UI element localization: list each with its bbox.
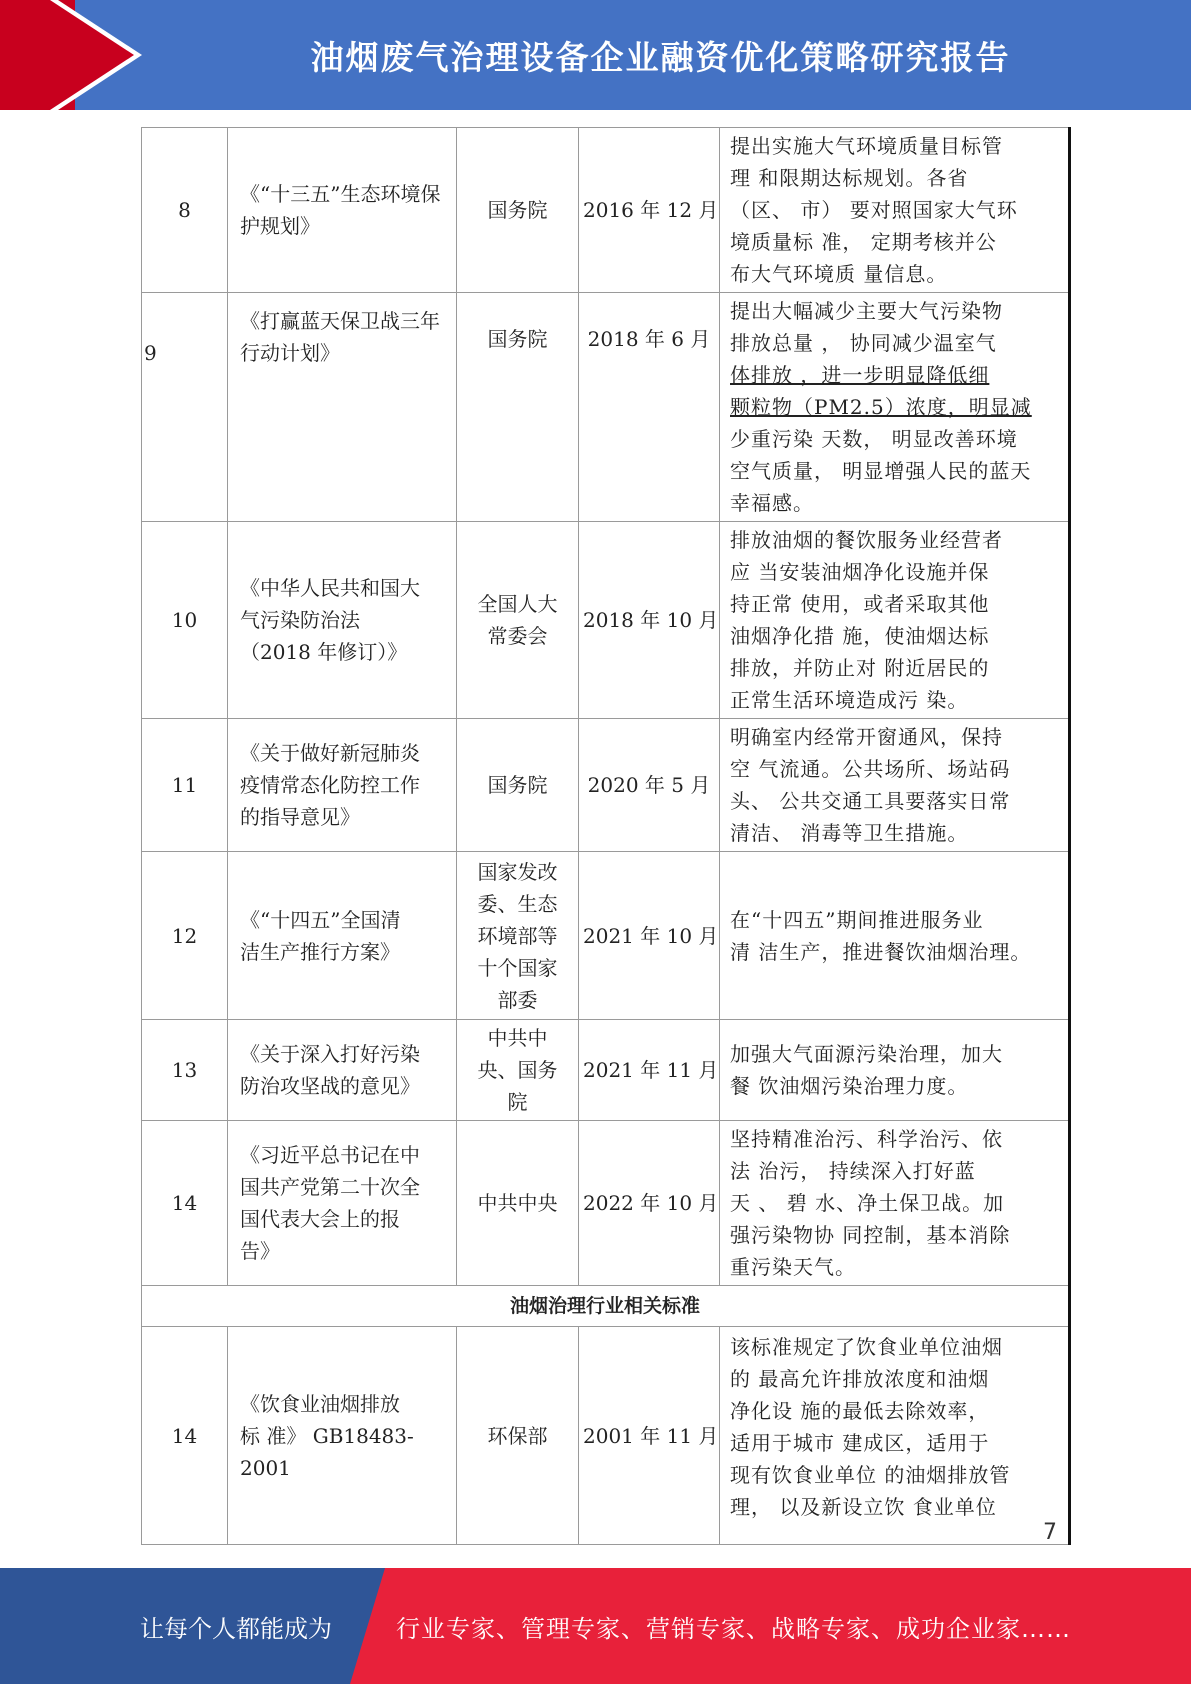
text-line: 法 治污， 持续深入打好蓝 xyxy=(730,1159,976,1183)
text-line: 《“十四五”全国清 xyxy=(240,907,401,932)
issue-date: 2021 年 11 月 xyxy=(579,1020,720,1121)
report-title: 油烟废气治理设备企业融资优化策略研究报告 xyxy=(310,37,1011,77)
row-number: 14 xyxy=(142,1327,228,1545)
text-line: 国共产党第二十次全 xyxy=(240,1175,420,1199)
section-row xyxy=(142,1286,1070,1327)
text-line: 天 、 碧 水、净土保卫战。加 xyxy=(730,1191,1005,1215)
text-line: 央、国务 xyxy=(477,1058,558,1082)
policy-description xyxy=(720,128,1070,293)
row-number: 10 xyxy=(142,522,228,719)
issuer xyxy=(457,1020,579,1121)
table-row xyxy=(142,1327,1070,1545)
issuer: 国务院 xyxy=(457,128,579,293)
page-header xyxy=(0,0,1191,110)
table-row xyxy=(142,522,1070,719)
policy-description xyxy=(720,719,1070,852)
text-line: 十个国家 xyxy=(477,955,558,980)
text-line: 在“十四五”期间推进服务业 xyxy=(730,907,984,932)
text-line: 院 xyxy=(507,1090,528,1114)
issuer xyxy=(457,852,579,1020)
text-line: 油烟净化措 施，使油烟达标 xyxy=(730,624,990,648)
text-line: 净化设 施的最低去除效率， xyxy=(730,1399,990,1423)
text-line: 清 洁生产，推进餐饮油烟治理。 xyxy=(730,939,1032,964)
text-line: 体排放 ，进一步明显降低细 xyxy=(730,363,990,387)
row-number: 14 xyxy=(142,1121,228,1286)
table-row xyxy=(142,1020,1070,1121)
text-line: 少重污染 天数， 明显改善环境 xyxy=(730,427,1018,451)
text-line: 环境部等 xyxy=(477,923,558,948)
text-line: 提出大幅减少主要大气污染物 xyxy=(730,299,1003,323)
text-line: 布大气环境质 量信息。 xyxy=(730,262,948,286)
row-number: 13 xyxy=(142,1020,228,1121)
policy-description xyxy=(720,1121,1070,1286)
text-line: 《关于做好新冠肺炎 xyxy=(240,741,420,765)
text-line: 餐 饮油烟污染治理力度。 xyxy=(730,1074,969,1098)
page-number: 7 xyxy=(1043,1520,1057,1545)
text-line: 中共中 xyxy=(487,1026,548,1050)
text-line: 《关于深入打好污染 xyxy=(240,1042,420,1066)
text-line: 气污染防治法 xyxy=(240,608,360,632)
issue-date: 2018 年 10 月 xyxy=(579,522,720,719)
issuer xyxy=(457,522,579,719)
text-line: 重污染天气。 xyxy=(730,1255,856,1279)
text-line: 适用于城市 建成区，适用于 xyxy=(730,1431,990,1455)
policy-name: 《打赢蓝天保卫战三年行动计划》 xyxy=(228,293,457,522)
text-line: 强污染物协 同控制，基本消除 xyxy=(730,1223,1011,1247)
policy-description xyxy=(720,522,1070,719)
text-line: 全国人大 xyxy=(477,592,558,616)
policy-table xyxy=(141,127,1069,1545)
text-line: 《饮食业油烟排放 xyxy=(240,1391,400,1416)
issue-date: 2022 年 10 月 xyxy=(579,1121,720,1286)
text-line: 国代表大会上的报 xyxy=(240,1207,400,1231)
text-line: 颗粒物（PM2.5）浓度，明显减 xyxy=(730,395,1032,419)
text-line: （2018 年修订）》 xyxy=(240,640,408,664)
footer-slogan-right: 行业专家、管理专家、营销专家、战略专家、成功企业家…… xyxy=(396,1614,1071,1643)
policy-name xyxy=(228,1020,457,1121)
text-line: 标 准》 GB18483-2001 xyxy=(240,1423,414,1480)
table-row xyxy=(142,128,1070,293)
issue-date: 2018 年 6 月 xyxy=(579,293,720,522)
policy-name xyxy=(228,522,457,719)
text-line: 应 当安装油烟净化设施并保 xyxy=(730,560,990,584)
text-line: 正常生活环境造成污 染。 xyxy=(730,688,969,712)
row-number: 9 xyxy=(142,293,228,522)
table-row xyxy=(142,719,1070,852)
text-line: 的 最高允许排放浓度和油烟 xyxy=(730,1367,990,1391)
policy-description xyxy=(720,852,1070,1020)
policy-name: 《“十三五”生态环境保护规划》 xyxy=(228,128,457,293)
text-line: 境质量标 准， 定期考核并公 xyxy=(730,230,997,254)
text-line: （区、 市） 要对照国家大气环 xyxy=(730,198,1018,222)
text-line: 国家发改 xyxy=(477,859,558,884)
policy-name xyxy=(228,719,457,852)
text-line: 幸福感。 xyxy=(730,491,814,515)
text-line: 防治攻坚战的意见》 xyxy=(240,1074,420,1098)
text-line: 持正常 使用，或者采取其他 xyxy=(730,592,990,616)
text-line: 理 和限期达标规划。各省 xyxy=(730,166,969,190)
text-line: 告》 xyxy=(240,1239,280,1263)
issuer: 环保部 xyxy=(457,1327,579,1545)
text-line: 《习近平总书记在中 xyxy=(240,1143,420,1167)
issue-date: 2020 年 5 月 xyxy=(579,719,720,852)
text-line: 理， 以及新设立饮 食业单位 xyxy=(730,1495,997,1519)
text-line: 头、 公共交通工具要落实日常 xyxy=(730,789,1011,813)
text-line: 常委会 xyxy=(487,624,548,648)
text-line: 委、生态 xyxy=(477,891,558,916)
issuer: 国务院 xyxy=(457,719,579,852)
text-line: 现有饮食业单位 的油烟排放管 xyxy=(730,1463,1011,1487)
policy-description xyxy=(720,293,1070,522)
issue-date: 2001 年 11 月 xyxy=(579,1327,720,1545)
issue-date: 2021 年 10 月 xyxy=(579,852,720,1020)
text-line: 《中华人民共和国大 xyxy=(240,576,420,600)
page-footer xyxy=(0,1568,1191,1684)
footer-slogan-left: 让每个人都能成为 xyxy=(140,1614,332,1643)
table-row xyxy=(142,1121,1070,1286)
standard-name xyxy=(228,1327,457,1545)
chevron-arrow-icon xyxy=(0,0,150,110)
text-line: 排放总量 ， 协同减少温室气 xyxy=(730,331,997,355)
row-number: 11 xyxy=(142,719,228,852)
text-line: 加强大气面源污染治理，加大 xyxy=(730,1042,1003,1066)
text-line: 排放油烟的餐饮服务业经营者 xyxy=(730,528,1003,552)
text-line: 该标准规定了饮食业单位油烟 xyxy=(730,1335,1003,1359)
policy-name xyxy=(228,852,457,1020)
text-line: 明确室内经常开窗通风，保持 xyxy=(730,725,1003,749)
text-line: 的指导意见》 xyxy=(240,805,360,829)
table-row xyxy=(142,852,1070,1020)
text-line: 排放，并防止对 附近居民的 xyxy=(730,656,990,680)
issuer: 中共中央 xyxy=(457,1121,579,1286)
policy-description xyxy=(720,1020,1070,1121)
issuer: 国务院 xyxy=(457,293,579,522)
text-line: 空气质量， 明显增强人民的蓝天 xyxy=(730,459,1032,483)
issue-date: 2016 年 12 月 xyxy=(579,128,720,293)
text-line: 提出实施大气环境质量目标管 xyxy=(730,134,1003,158)
row-number: 12 xyxy=(142,852,228,1020)
row-number: 8 xyxy=(142,128,228,293)
policy-name xyxy=(228,1121,457,1286)
text-line: 清洁、 消毒等卫生措施。 xyxy=(730,821,969,845)
text-line: 部委 xyxy=(497,987,538,1012)
standard-description xyxy=(720,1327,1070,1545)
table-row xyxy=(142,293,1070,522)
text-line: 空 气流通。公共场所、场站码 xyxy=(730,757,1011,781)
text-line: 洁生产推行方案》 xyxy=(240,939,400,964)
text-line: 坚持精准治污、科学治污、依 xyxy=(730,1127,1003,1151)
text-line: 疫情常态化防控工作 xyxy=(240,773,420,797)
section-title: 油烟治理行业相关标准 xyxy=(142,1286,1070,1327)
